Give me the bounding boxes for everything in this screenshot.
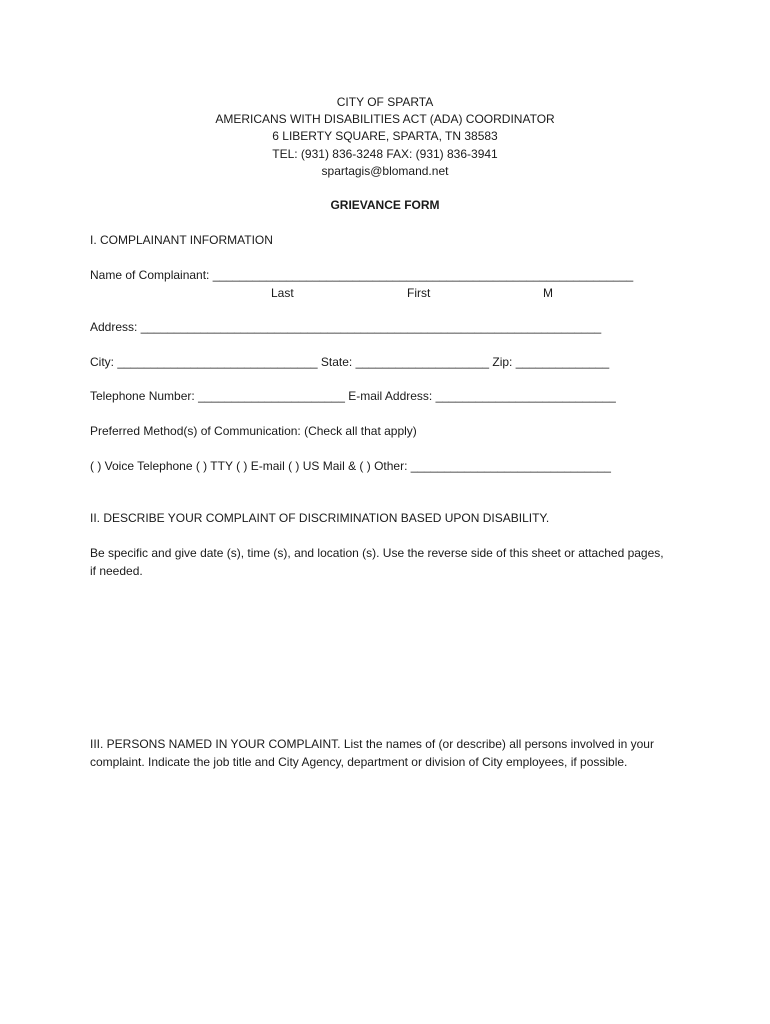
section2-instructions: Be specific and give date (s), time (s), and location (s). Use the reverse side of this sheet or attached pages, if needed. [90, 546, 664, 578]
header-address: 6 LIBERTY SQUARE, SPARTA, TN 38583 [272, 129, 498, 143]
section3-text: III. PERSONS NAMED IN YOUR COMPLAINT. List the names of (or describe) all persons involved in your complaint. Indicate the job title and City Agency, department or division of City employees, if possible. [90, 737, 654, 769]
address-field[interactable]: Address: _____________________________________________________________________ [90, 320, 602, 334]
header-phone-fax: TEL: (931) 836-3248 FAX: (931) 836-3941 [272, 147, 498, 161]
complainant-name-field[interactable]: Name of Complainant: _______________________________________________________________ [90, 268, 634, 282]
section1-heading: I. COMPLAINANT INFORMATION [90, 233, 273, 247]
header-coordinator-title: AMERICANS WITH DISABILITIES ACT (ADA) COORDINATOR [215, 112, 555, 126]
name-sublabel-middle: M [543, 286, 553, 300]
section2-heading: II. DESCRIBE YOUR COMPLAINT OF DISCRIMINATION BASED UPON DISABILITY. [90, 511, 550, 525]
name-sublabel-last: Last [271, 286, 294, 300]
form-title: GRIEVANCE FORM [330, 198, 440, 212]
city-state-zip-fields[interactable]: City: ______________________________ State: ____________________ Zip: ______________ [90, 355, 610, 369]
communication-options-checkboxes[interactable]: ( ) Voice Telephone ( ) TTY ( ) E-mail ( ) US Mail & ( ) Other: ______________________________ [90, 459, 611, 473]
header-email: spartagis@blomand.net [321, 164, 449, 178]
preferred-communication-label: Preferred Method(s) of Communication: (Check all that apply) [90, 424, 417, 438]
header-city-name: CITY OF SPARTA [336, 95, 434, 109]
phone-email-fields[interactable]: Telephone Number: ______________________ E-mail Address: ___________________________ [90, 389, 616, 403]
name-sublabel-first: First [407, 286, 431, 300]
